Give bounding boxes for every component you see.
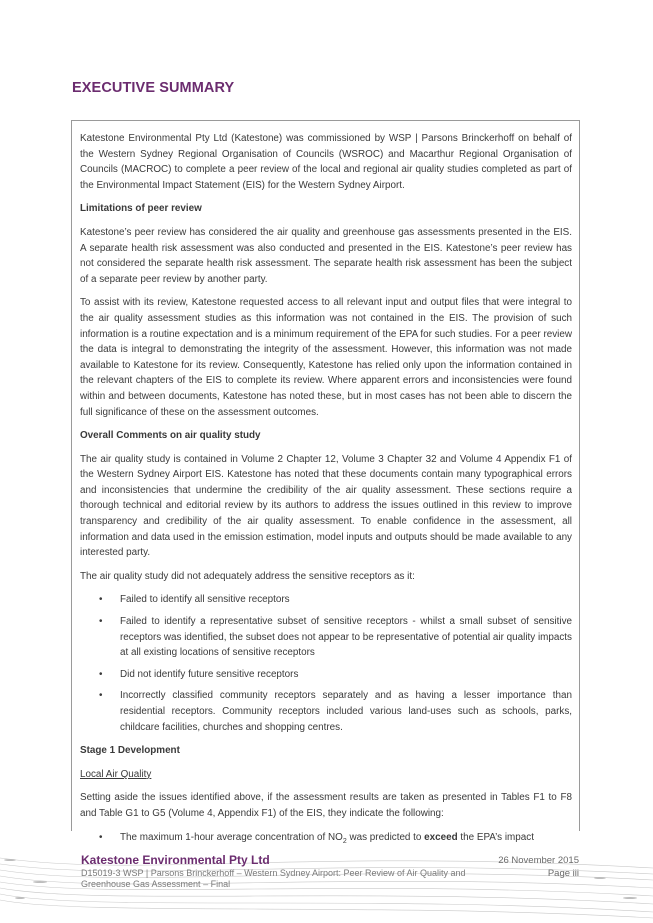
- overall-paragraph-1: The air quality study is contained in Volume 2 Chapter 12, Volume 3 Chapter 32 and Volume 4 Appendix F1 of the Western Sydney Airport EIS. Katestone has noted that these documents contain many typographical errors and inconsistencies that undermine the credibility of the air quality assessment. These sections require a thorough technical and editorial review by its authors to address the issues outlined in this review to improve transparency and credibility of the air quality assessment. To enable confidence in the assessment, all information and data used in the emission estimation, model inputs and outputs should be made available to any interested party.: [80, 453, 572, 559]
- footer-document-reference: D15019-3 WSP | Parsons Brinckerhoff – Western Sydney Airport: Peer Review of Air Quality and Greenhouse Gas Assessment – Final: [81, 868, 466, 889]
- limitations-paragraph-2: To assist with its review, Katestone requested access to all relevant input and output files that were integral to the air quality assessment studies as this information was not contained in the EIS. The provision of such information is a routine expectation and is a minimum requirement of the EPA for such studies. For a peer review the data is integral to demonstrating the integrity of the assessment. However, this information was not made available to Katestone for its review. Consequently, Katestone has relied only upon the information contained in the relevant chapters of the EIS to complete its review. Where apparent errors and inconsistencies were found within and between documents, Katestone has noted these, but in most cases has not been able to discern the full significance of these on the assessment outcomes.: [80, 297, 572, 418]
- overall-paragraph-2: The air quality study did not adequately address the sensitive receptors as it:: [80, 570, 415, 582]
- receptor-issues-list: [80, 592, 572, 735]
- footer-page-number: Page iii: [547, 868, 579, 879]
- list-item: • Did not identify future sensitive receptors: [80, 667, 572, 683]
- bullet-glyph: •: [99, 616, 103, 628]
- footer-date: 26 November 2015: [498, 855, 579, 866]
- bullet-glyph: •: [99, 690, 103, 702]
- local-air-quality-subheading: Local Air Quality: [80, 768, 152, 780]
- bullet-glyph: •: [99, 831, 103, 843]
- overall-heading: Overall Comments on air quality study: [80, 430, 261, 442]
- summary-box: [71, 120, 580, 845]
- bullet-glyph: •: [99, 594, 103, 606]
- intro-paragraph: Katestone Environmental Pty Ltd (Katestone) was commissioned by WSP | Parsons Brinckerhoff on behalf of the Western Sydney Regional Organisation of Councils (WSROC) and Macarthur Regional Organisation of Councils (MACROC) to complete a peer review of the local and regional air quality studies completed as part of the Environmental Impact Statement (EIS) for the Western Sydney Airport.: [80, 133, 572, 191]
- list-item: • The maximum 1-hour average concentration of $NO_2$ was predicted to exceed the EPA’s impact: [99, 831, 534, 845]
- limitations-heading: Limitations of peer review: [80, 203, 202, 215]
- list-item: • Incorrectly classified community receptors separately and as having a lesser importance than residential receptors. Community receptors included various land-uses such as schools, parks, childcare facilities, churches and shopping centres.: [99, 690, 572, 733]
- limitations-paragraph-1: Katestone’s peer review has considered the air quality and greenhouse gas assessments presented in the EIS. A separate health risk assessment was also conducted and presented in the EIS. Katestone’s peer review has not considered the separate health risk assessment. The separate health risk assessment has been the subject of a separate peer review by another party.: [80, 226, 572, 285]
- list-item: • Failed to identify a representative subset of sensitive receptors - whilst a small subset of sensitive receptors was identified, the subset does not appear to be representative of potential air quality impacts at all existing locations of sensitive receptors: [99, 616, 572, 659]
- stage1-paragraph: Setting aside the issues identified above, if the assessment results are taken as presented in Tables F1 to F8 and Table G1 to G5 (Volume 4, Appendix F1) of the EIS, they indicate the following:: [80, 792, 572, 819]
- page-heading: EXECUTIVE SUMMARY: [72, 80, 235, 96]
- stage1-heading: Stage 1 Development: [80, 745, 180, 757]
- bullet-glyph: •: [99, 668, 103, 680]
- list-item: • Failed to identify all sensitive receptors: [80, 592, 572, 608]
- footer-company: Katestone Environmental Pty Ltd: [81, 853, 270, 867]
